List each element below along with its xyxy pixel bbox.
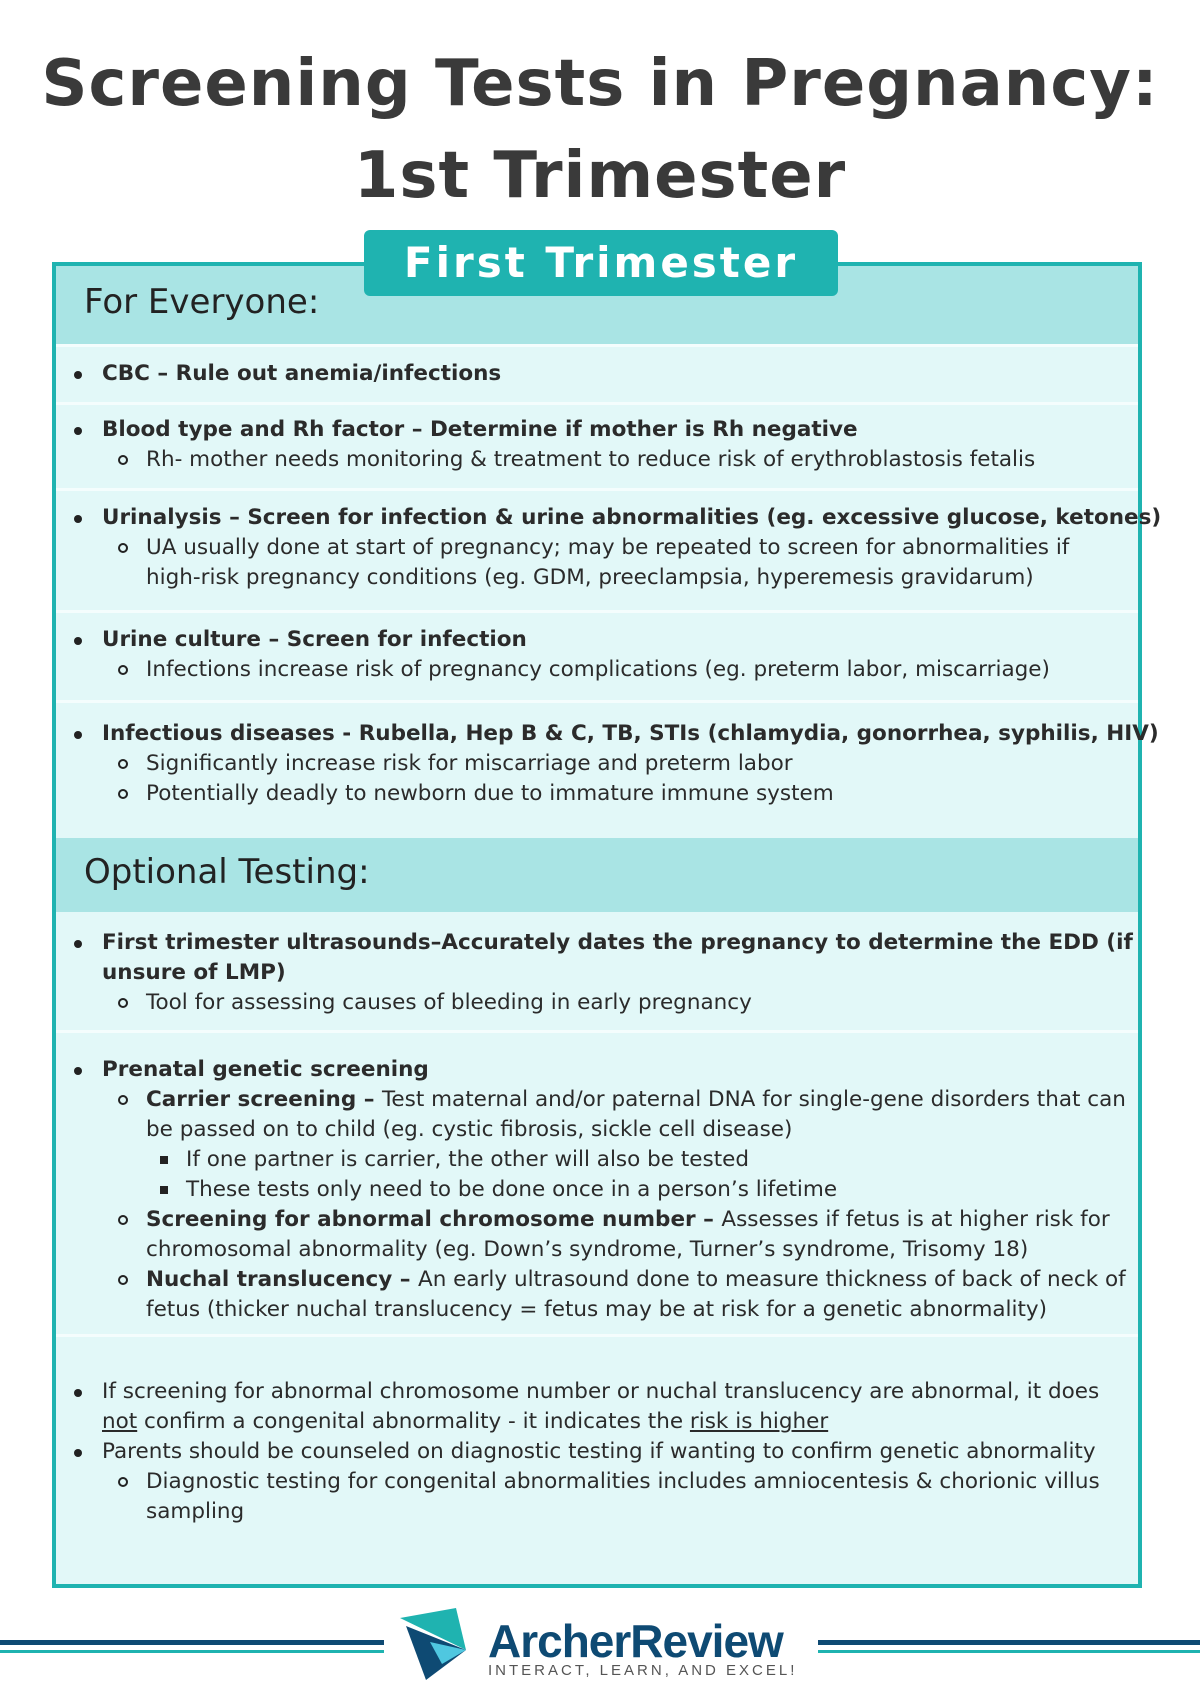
square-bullet-icon <box>160 1156 168 1164</box>
sub-bullet-icon <box>118 543 128 553</box>
title-line-1: Screening Tests in Pregnancy: <box>41 47 1159 121</box>
sub-bullet-icon <box>118 665 128 675</box>
list-item-blood-type: Blood type and Rh factor – Determine if mother is Rh negative Rh- mother needs monitoring & treatment to reduce risk of erythroblastosis fetalis <box>56 402 1138 488</box>
brand-name: ArcherReview <box>488 1615 783 1667</box>
bullet-icon <box>74 427 82 435</box>
content-panel <box>52 262 1162 1588</box>
bullet-icon <box>74 940 82 948</box>
footer-rule-left <box>0 1640 384 1645</box>
bullet-icon <box>74 637 82 645</box>
list-item-urine-culture: Urine culture – Screen for infection Infections increase risk of pregnancy complications (eg. preterm labor, miscarriage) <box>56 610 1138 700</box>
bullet-icon <box>74 515 82 523</box>
list-item-notes: If screening for abnormal chromosome number or nuchal translucency are abnormal, it does not confirm a congenital abnormality - it indicates the risk is higher Parents should be counseled on diagnostic testing if wanting to confirm genetic abnormality Diagnostic testing for congenital abnormalities includes amniocentesis & chorionic villus sampling <box>56 1334 1138 1584</box>
sub-bullet-icon <box>118 455 128 465</box>
footer-rule-right-accent <box>818 1650 1200 1653</box>
list-item-infectious-diseases: Infectious diseases - Rubella, Hep B & C, TB, STIs (chlamydia, gonorrhea, syphilis, HIV) Significantly increase risk for miscarriage and preterm labor Potentially deadly to newborn due to immature immune system <box>56 700 1138 826</box>
bullet-icon <box>74 731 82 739</box>
bullet-icon <box>74 1389 82 1397</box>
page-title <box>0 38 1200 222</box>
trimester-tab: First Trimester <box>364 230 838 296</box>
bullet-icon <box>74 371 82 379</box>
list-item-ultrasound: First trimester ultrasounds–Accurately dates the pregnancy to determine the EDD (if unsure of LMP) Tool for assessing causes of bleeding in early pregnancy <box>56 912 1138 1030</box>
list-item-genetic-screening: Prenatal genetic screening Carrier screening – Test maternal and/or paternal DNA for single-gene disorders that can be passed on to child (eg. cystic fibrosis, sickle cell disease) If one partner is carrier, the other will also be tested These tests only need to be done once in a person’s lifetime Screening for abnormal chromosome number – Assesses if fetus is at higher risk for chromosomal abnormality (eg. Down’s syndrome, Turner’s syndrome, Trisomy 18) Nuchal translucency – An early ultrasound done to measure thickness of back of neck of fetus (thicker nuchal translucency = fetus may be at risk for a genetic abnormality) <box>56 1030 1138 1334</box>
section-heading-everyone: For Everyone: <box>56 266 1138 344</box>
sub-bullet-icon <box>118 1215 128 1225</box>
footer-rule-right <box>818 1640 1200 1645</box>
sub-bullet-icon <box>118 1477 128 1487</box>
list-item-urinalysis: Urinalysis – Screen for infection & urine abnormalities (eg. excessive glucose, ketones) UA usually done at start of pregnancy; may be repeated to screen for abnormalities if high-risk pregnancy conditions (eg. GDM, preeclampsia, hyperemesis gravidarum) <box>56 488 1138 610</box>
section-heading-optional: Optional Testing: <box>56 838 1138 912</box>
sub-bullet-icon <box>118 1095 128 1105</box>
sub-bullet-icon <box>118 759 128 769</box>
title-line-2: 1st Trimester <box>353 139 847 213</box>
footer-rule-left-accent <box>0 1650 384 1653</box>
sub-bullet-icon <box>118 1275 128 1285</box>
square-bullet-icon <box>160 1186 168 1194</box>
list-item-cbc: CBC – Rule out anemia/infections <box>56 344 1138 402</box>
sub-bullet-icon <box>118 789 128 799</box>
bullet-icon <box>74 1449 82 1457</box>
brand-tagline: INTERACT, LEARN, AND EXCEL! <box>488 1662 798 1679</box>
archer-logo-icon <box>396 1606 476 1682</box>
sub-bullet-icon <box>118 998 128 1008</box>
bullet-icon <box>74 1067 82 1075</box>
